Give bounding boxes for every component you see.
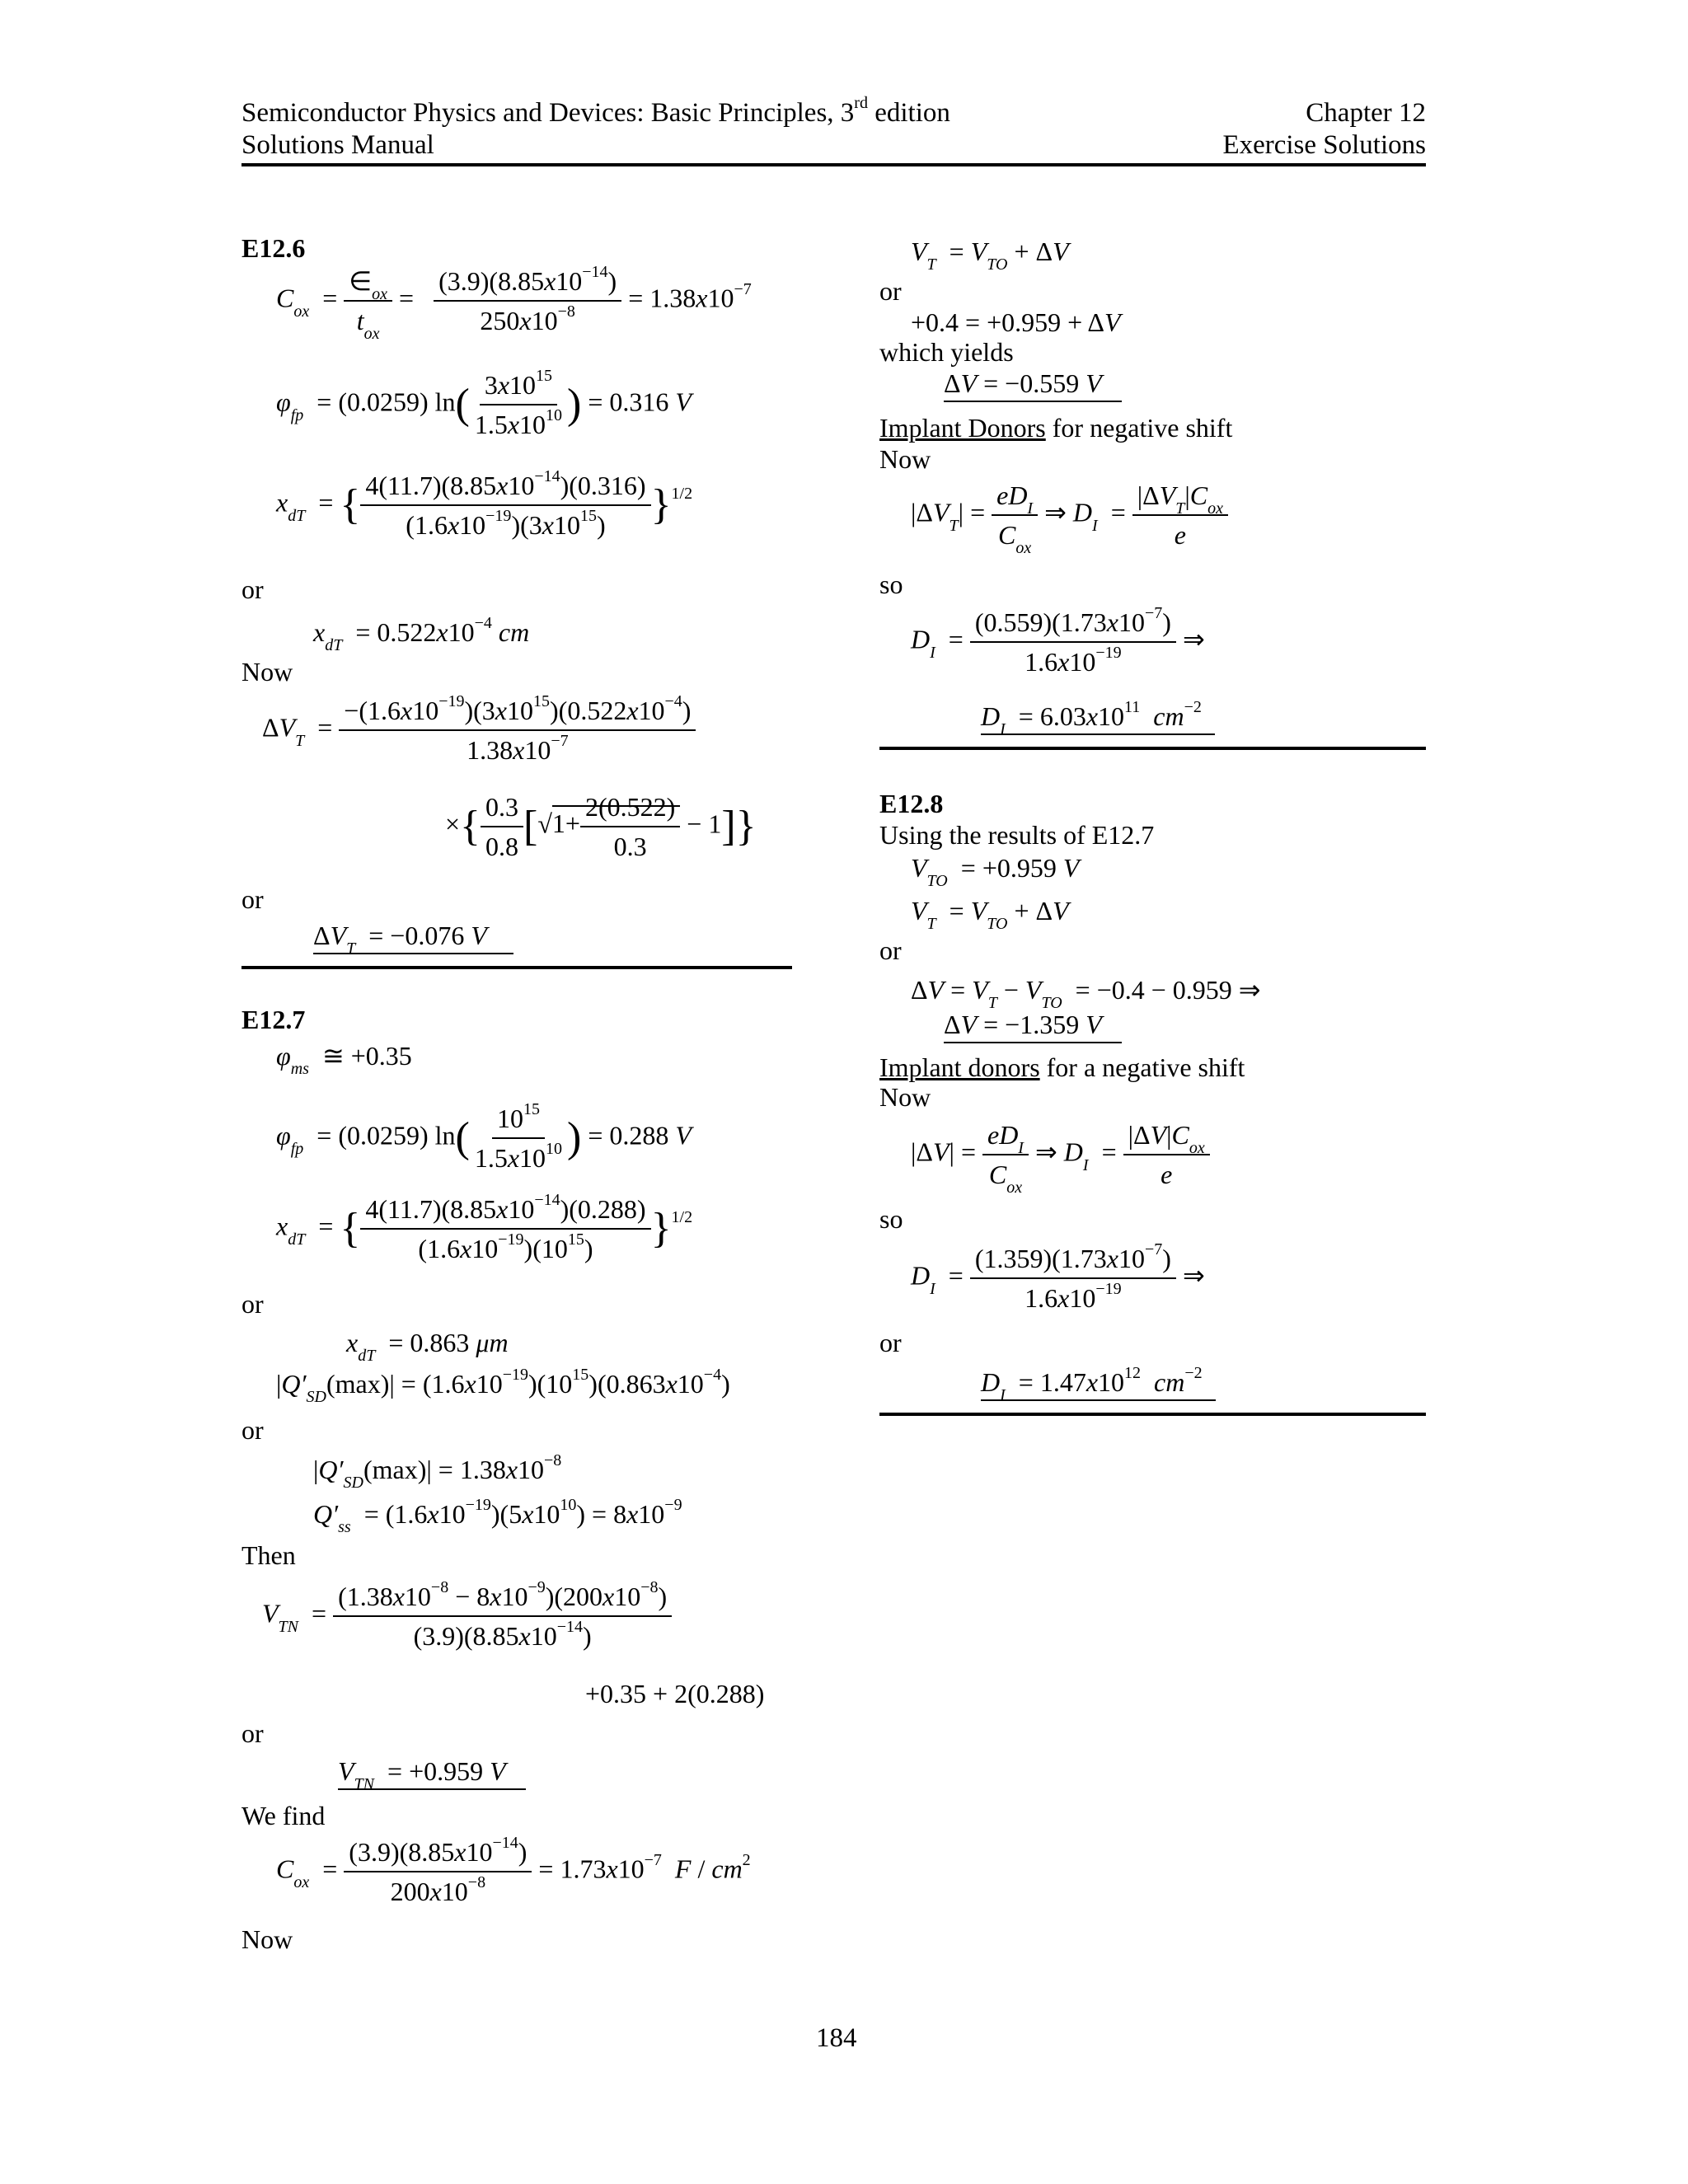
equation-vto: $V_{TO} = +0.959$ V (911, 853, 1080, 891)
implant-donors-label: Implant donors (879, 1052, 1040, 1082)
equation-di-value: $D_I = 6.03x10^{11}$ $cm^{-2}$ (981, 701, 1215, 732)
equation-di: $D_I$ = $\frac{(0.559)(1.73x10^{-7})}{1.6x10^{-19}}$ ⇒ (911, 604, 1205, 677)
equation-di-relation: |ΔV| = $\frac{eD_I}{C_{ox}}$ ⇒ $D_I$ = $\frac{|\Delta V|C_{ox}}{e}$ (911, 1119, 1210, 1190)
equation-phi-fp: $\varphi_{fp} = (0.0259)$ ln( $\frac{10^{15}}{1.5x10^{10}}$ ) = 0.288 V (276, 1100, 692, 1173)
chapter-label: Chapter 12 (1306, 98, 1426, 128)
text-which-yields: which yields (879, 337, 1014, 367)
equation-xdt-value: $x_{dT} = 0.863$ μm (346, 1328, 509, 1366)
section-rule (879, 747, 1426, 750)
text-or: or (241, 884, 264, 914)
equation-vtn: $V_{TN}$ = $\frac{(1.38x10^{-8} - 8x10^{-9})(200x10^{-8})}{(3.9)(8.85x10^{-14})}$ (262, 1581, 672, 1652)
section-label: Exercise Solutions (1222, 130, 1426, 160)
text-or: or (879, 1328, 902, 1357)
text-we-find: We find (241, 1801, 326, 1830)
text-or: or (879, 935, 902, 965)
text-so: so (879, 569, 903, 599)
equation-phi-ms: $\varphi_{ms}$ ≅ +0.35 (276, 1041, 412, 1079)
equation-cox: $C_{ox}$ = $\frac{\in_{ox}}{t_{ox}}$ = $\frac{(3.9)(8.85x10^{-14})}{250x10^{-8}}$ = $1.38x10^{-7}$ (276, 263, 752, 344)
equation-xdt-value: $x_{dT} = 0.522x10^{-4}$ cm (313, 614, 530, 655)
text-now: Now (879, 1082, 931, 1112)
implant-note-rest: for negative shift (1045, 413, 1233, 443)
equation-delta-v: ΔV = −0.559 V (944, 368, 1122, 399)
equation-qsd-value: $|Q'_{SD}(\max)| = 1.38x10^{-8}$ (313, 1451, 562, 1493)
exercise-heading: E12.8 (879, 789, 944, 818)
equation-qss: $Q'_{ss} = (1.6x10^{-19})(5x10^{10}) = 8x10^{-9}$ (313, 1496, 682, 1537)
equation-vt: $V_T = V_{TO} + \Delta V$ (911, 237, 1069, 274)
equation-shift: +0.4 = +0.959 + ΔV (911, 307, 1121, 337)
equation-vtn-addend: +0.35 + 2(0.288) (585, 1679, 765, 1708)
text-or: or (241, 1415, 264, 1445)
equation-cox: $C_{ox}$ = $\frac{(3.9)(8.85x10^{-14})}{200x10^{-8}}$ = $1.73x10^{-7}$ F / $cm^2$ (276, 1834, 751, 1906)
equation-xdt: $x_{dT}$ = { $\frac{4(11.7)(8.85x10^{-14})(0.288)}{(1.6x10^{-19})(10^{15})}$ }$^{1/2}$ (276, 1191, 693, 1263)
text-or: or (879, 276, 902, 306)
text-now: Now (241, 1924, 293, 1954)
text-then: Then (241, 1540, 296, 1570)
text-implant-note (879, 412, 1232, 443)
equation-result: $\Delta V_T = -0.076$ V (313, 920, 513, 951)
equation-di: $D_I$ = $\frac{(1.359)(1.73x10^{-7})}{1.6x10^{-19}}$ ⇒ (911, 1240, 1205, 1313)
page-number: 184 (816, 2023, 857, 2053)
implant-donors-label: Implant Donors (879, 413, 1046, 443)
equation-delta-vt-multiplier: ×{ $\frac{0.3}{0.8}$ [√1+ $\frac{2(0.522)}{0.3}$ − 1]} (445, 792, 757, 861)
text-or: or (241, 574, 264, 604)
header-rule (241, 163, 1426, 166)
equation-qsd: $|Q'_{SD}(\max)| = (1.6x10^{-19})(10^{15})(0.863x10^{-4})$ (276, 1366, 730, 1407)
equation-di-relation: $|\Delta V_T|$ = $\frac{eD_I}{C_{ox}}$ ⇒ $D_I$ = $\frac{|\Delta V_T|C_{ox}}{e}$ (911, 480, 1228, 551)
text-now: Now (241, 657, 293, 687)
equation-delta-vt: $\Delta V_T$ = $\frac{-(1.6x10^{-19})(3x10^{15})(0.522x10^{-4})}{1.38x10^{-7}}$ (262, 695, 696, 766)
equation-delta-v-calc: $\Delta V = V_T - V_{TO} = -0.4 - 0.959$ ⇒ (911, 975, 1261, 1013)
equation-phi-fp: $\varphi_{fp} = (0.0259)$ ln( $\frac{3x10^{15}}{1.5x10^{10}}$ ) = 0.316 V (276, 367, 692, 439)
exercise-heading: E12.7 (241, 1005, 306, 1034)
implant-note-rest: for a negative shift (1039, 1052, 1245, 1082)
solutions-manual-label: Solutions Manual (241, 130, 434, 160)
equation-xdt: $x_{dT}$ = { $\frac{4(11.7)(8.85x10^{-14})(0.316)}{(1.6x10^{-19})(3x10^{15})}$ }$^{1/2}$ (276, 467, 693, 540)
exercise-heading: E12.6 (241, 233, 306, 263)
equation-delta-v: ΔV = −1.359 V (944, 1009, 1122, 1040)
section-rule (879, 1413, 1426, 1416)
text-or: or (241, 1289, 264, 1319)
book-title: Semiconductor Physics and Devices: Basic Principles, 3rd edition (241, 94, 950, 128)
section-rule (241, 966, 792, 969)
text-so: so (879, 1204, 903, 1234)
equation-vt: $V_T = V_{TO} + \Delta V$ (911, 896, 1069, 934)
text-implant-note (879, 1052, 1245, 1083)
text-using-results: Using the results of E12.7 (879, 820, 1155, 850)
equation-di-value: $D_I = 1.47x10^{12}$ $cm^{-2}$ (981, 1366, 1216, 1398)
equation-vtn-value: $V_{TN} = +0.959$ V (338, 1755, 526, 1787)
text-now: Now (879, 444, 931, 474)
text-or: or (241, 1718, 264, 1748)
